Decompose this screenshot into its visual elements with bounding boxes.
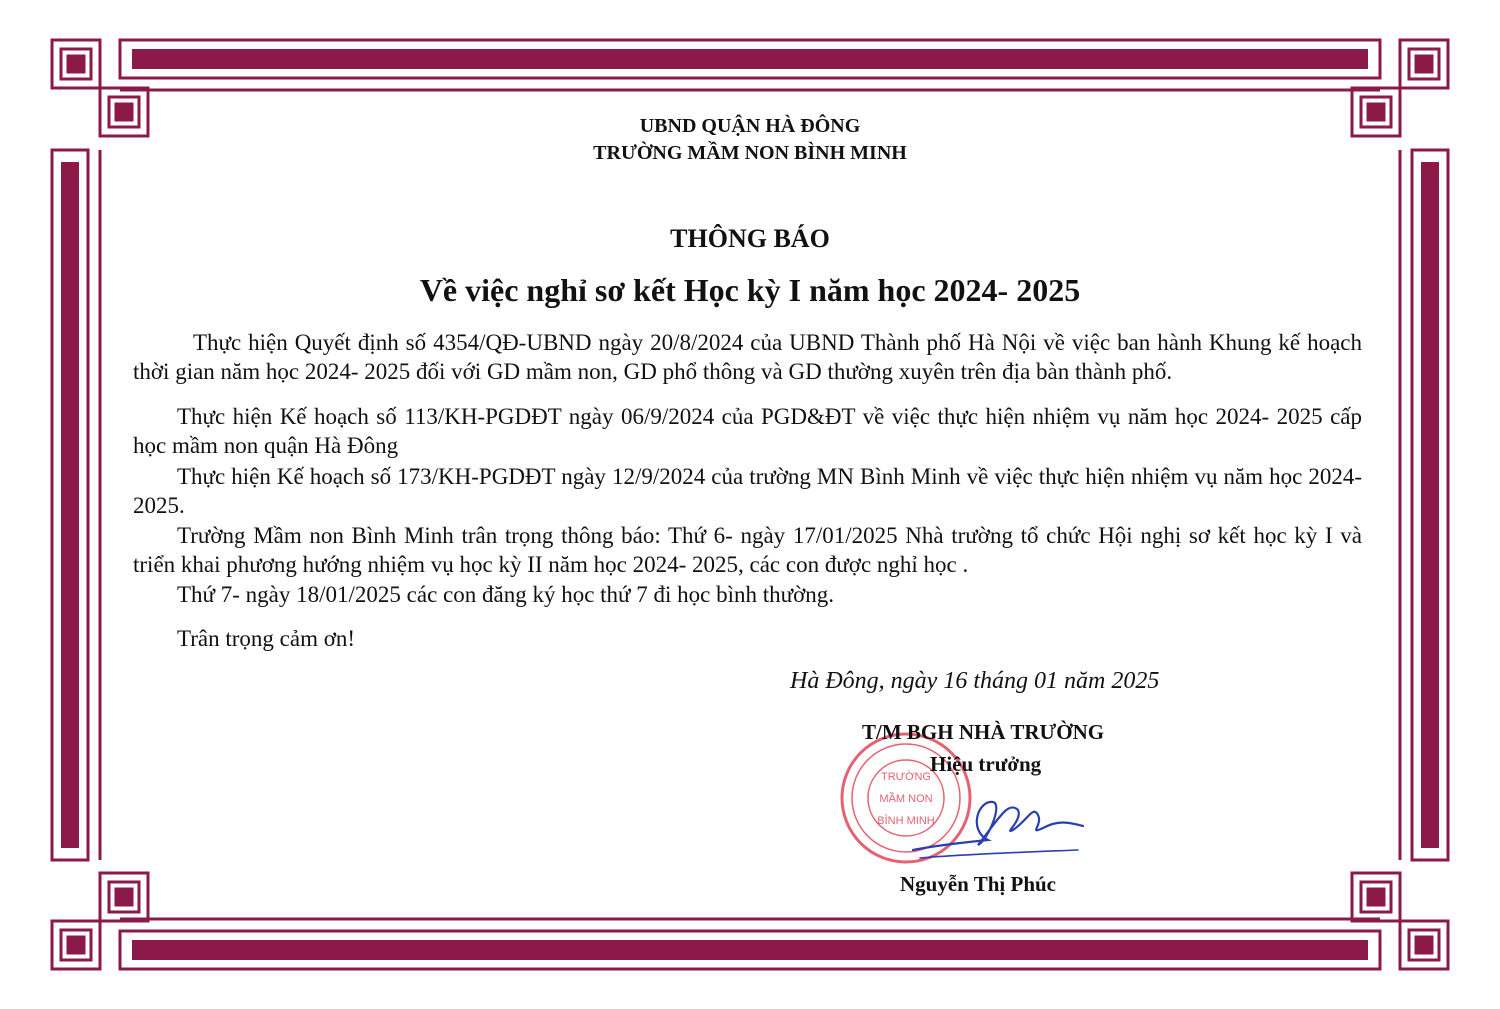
signatory-title: Hiệu trưởng [930,752,1042,776]
body-paragraph: Trường Mầm non Bình Minh trân trọng thông báo: Thứ 6- ngày 17/01/2025 Nhà trường tổ chức Hội nghị sơ kết học kỳ I và triển khai phương hướng nhiệm vụ học kỳ II năm học 2024- 2025, các con được nghỉ học . [133,523,1362,577]
place-date: Hà Đông, ngày 16 tháng 01 năm 2025 [790,668,1160,694]
body-paragraph: Thực hiện Kế hoạch số 173/KH-PGDĐT ngày 12/9/2024 của trường MN Bình Minh về việc thực hiện nhiệm vụ năm học 2024- 2025. [133,464,1362,518]
signer-name: Nguyễn Thị Phúc [900,872,1056,896]
handwritten-signature [908,790,1088,870]
stamp-line-3: BÌNH MINH [877,815,935,827]
body-paragraph: Thực hiện Kế hoạch số 113/KH-PGDĐT ngày 06/9/2024 của PGD&ĐT về việc thực hiện nhiệm vụ năm học 2024- 2025 cấp học mầm non quận Hà Đông [133,404,1362,458]
document-type-title: THÔNG BÁO [670,224,830,253]
org-line-1: UBND QUẬN HÀ ĐÔNG [639,115,861,137]
document-subject: Về việc nghỉ sơ kết Học kỳ I năm học 2024- 2025 [419,272,1081,308]
signatory-organization: T/M BGH NHÀ TRƯỜNG [862,720,1105,744]
org-line-2: TRƯỜNG MẦM NON BÌNH MINH [593,142,907,164]
body-paragraph: Thứ 7- ngày 18/01/2025 các con đăng ký học thứ 7 đi học bình thường. [177,582,835,607]
body-paragraph: Thực hiện Quyết định số 4354/QĐ-UBND ngày 20/8/2024 của UBND Thành phố Hà Nội về việc ban hành Khung kế hoạch thời gian năm học 2024- 2025 đối với GD mầm non, GD phổ thông và GD thường xuyên trên địa bàn thành phố. [133,330,1362,384]
closing-line: Trân trọng cảm ơn! [177,626,356,651]
stamp-line-2: MẦM NON [879,793,933,805]
stamp-line-1: TRƯỜNG [881,771,931,783]
